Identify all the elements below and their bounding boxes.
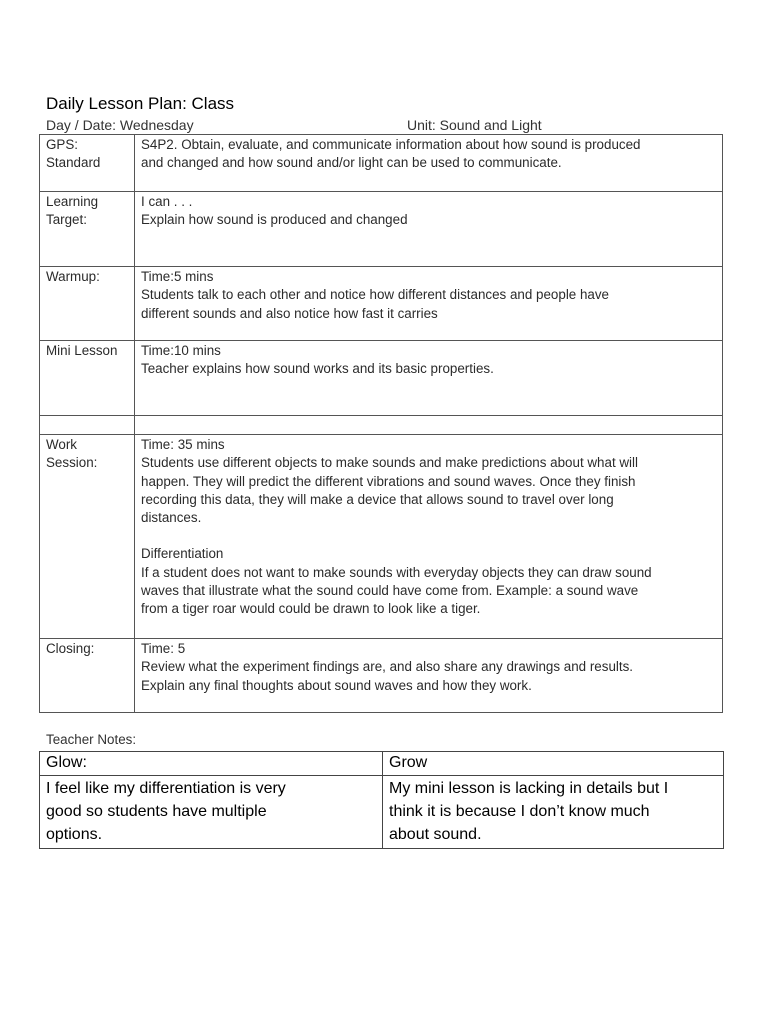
mini-lesson-time: Time:10 mins <box>141 343 221 358</box>
row-label-text: Learning Target: <box>46 194 99 228</box>
grow-text: My mini lesson is lacking in details but I think it is because I don’t know much about sound. <box>389 780 669 843</box>
row-label-text: Closing: <box>46 641 95 656</box>
learning-target-intro: I can . . . <box>141 194 193 209</box>
teacher-notes-label: Teacher Notes: <box>46 732 137 747</box>
row-label <box>40 341 135 416</box>
table-row-mini-lesson <box>40 341 723 416</box>
unit-line: Unit: Sound and Light <box>407 117 542 133</box>
table-row-empty <box>40 416 723 435</box>
warmup-time: Time:5 mins <box>141 269 214 284</box>
row-content <box>135 135 723 192</box>
row-label <box>40 267 135 341</box>
row-label <box>40 135 135 192</box>
work-session-time: Time: 35 mins <box>141 437 225 452</box>
row-content <box>135 192 723 267</box>
paragraph-gap <box>141 527 717 545</box>
glow-cell <box>40 776 383 849</box>
row-label <box>40 639 135 713</box>
row-label <box>40 435 135 639</box>
grow-cell <box>383 776 724 849</box>
table-row-gps-standard <box>40 135 723 192</box>
glow-header: Glow: <box>40 752 383 776</box>
grow-header: Grow <box>383 752 724 776</box>
closing-text: Review what the experiment findings are, and also share any drawings and results. Explain any final thoughts about sound waves and how they work. <box>141 659 634 693</box>
row-content <box>135 416 723 435</box>
row-label-text: Warmup: <box>46 269 100 284</box>
table-row-closing <box>40 639 723 713</box>
row-content <box>135 435 723 639</box>
page-title: Daily Lesson Plan: Class <box>46 94 235 113</box>
standard-text: S4P2. Obtain, evaluate, and communicate information about how sound is produced and changed and how sound and/or light can be used to communicate. <box>141 137 641 171</box>
learning-target-text: Explain how sound is produced and changed <box>141 212 408 228</box>
lesson-plan-table <box>39 134 723 713</box>
row-label-text: Work Session: <box>46 437 98 471</box>
row-label-text: Mini Lesson <box>46 343 118 358</box>
differentiation-heading: Differentiation <box>141 546 224 562</box>
row-label <box>40 416 135 435</box>
warmup-text: Students talk to each other and notice how different distances and people have different sounds and also notice how fast it carries <box>141 287 610 321</box>
differentiation-text: If a student does not want to make sounds with everyday objects they can draw sound waves that illustrate what the sound could have come from. Example: a sound wave from a tiger roar would could be drawn to look like a tiger. <box>141 564 652 617</box>
row-content <box>135 639 723 713</box>
table-row-warmup <box>40 267 723 341</box>
glow-text: I feel like my differentiation is very good so students have multiple options. <box>46 780 286 843</box>
row-label-text: GPS: Standard <box>46 137 101 171</box>
work-session-text: Students use different objects to make sounds and make predictions about what will happen. They will predict the different vibrations and sound waves. Once they finish recording this data, they will make a device that allows sound to travel over long distances. <box>141 455 638 526</box>
glow-grow-header-row <box>40 752 724 776</box>
table-row-work-session <box>40 435 723 639</box>
table-row-learning-target <box>40 192 723 267</box>
row-content <box>135 341 723 416</box>
row-content <box>135 267 723 341</box>
glow-grow-body-row <box>40 776 724 849</box>
closing-time: Time: 5 <box>141 641 186 656</box>
row-label <box>40 192 135 267</box>
glow-grow-table <box>39 751 724 849</box>
mini-lesson-text: Teacher explains how sound works and its basic properties. <box>141 361 494 377</box>
day-date-line: Day / Date: Wednesday <box>46 117 194 133</box>
